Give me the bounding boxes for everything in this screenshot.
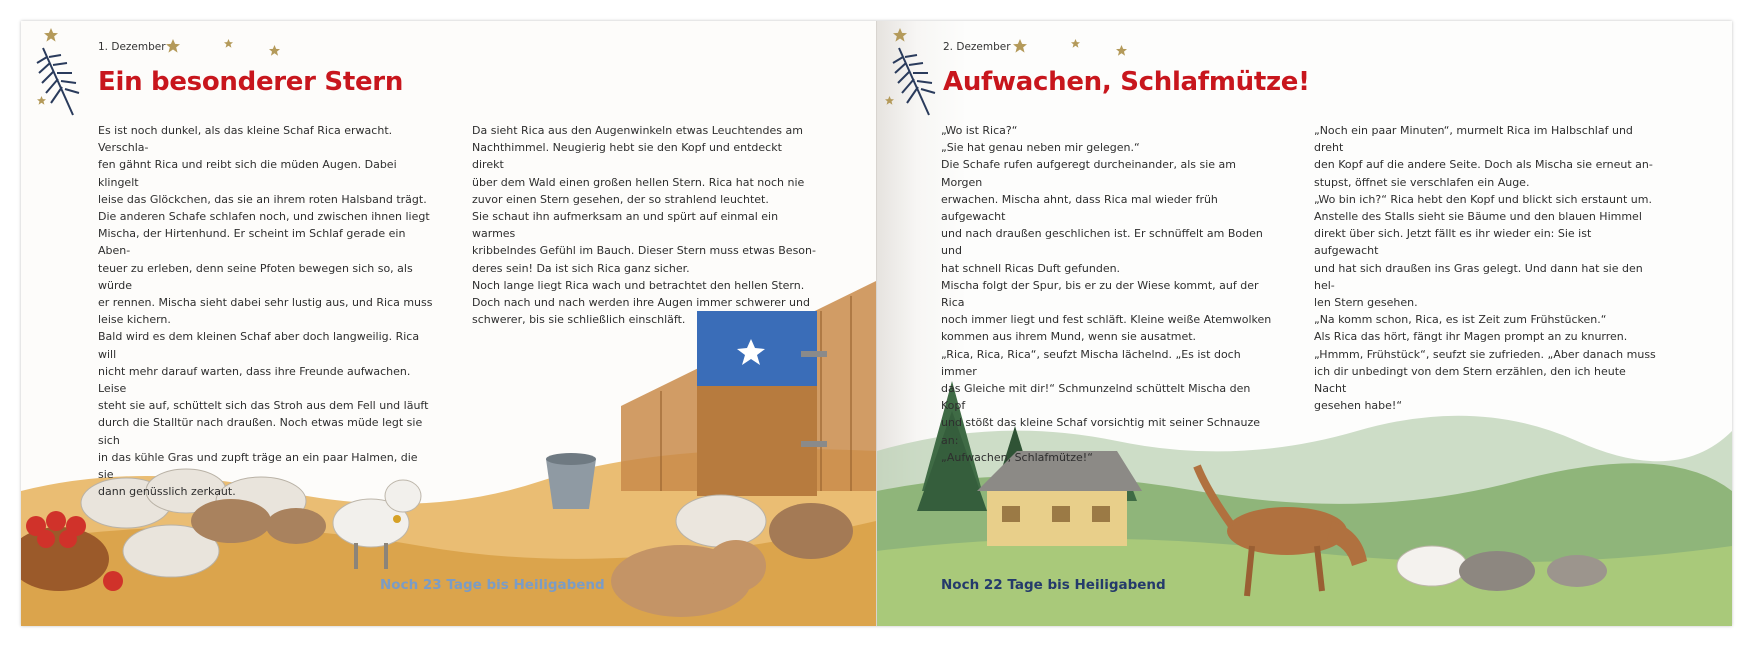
text-column-right: Da sieht Rica aus den Augenwinkeln etwas Leuchtendes am Nachthimmel. Neugierig hebt sie den Kopf und entdeckt direkt über dem Wald einen großen hellen Stern. Rica hat noch nie zuvor einen Stern gesehen, der so strahlend leuchtet. Sie schaut ihn aufmerksam an und spürt auf einmal ein warmes kribbelndes Gefühl im Bauch. Dieser Stern muss etwas Beson- deres sein! Da ist sich Rica ganz sicher. Noch lange liegt Rica wach und betrachtet den hellen Stern. Doch nach und nach werden ihre Augen immer schwerer und schwerer, bis sie schließlich einschläft. bbox=[472, 124, 816, 327]
page-title: Aufwachen, Schlafmütze! bbox=[943, 67, 1310, 97]
star-icon bbox=[1071, 39, 1080, 48]
text-column-right: „Noch ein paar Minuten“, murmelt Rica im Halbschlaf und dreht den Kopf auf die andere Seite. Doch als Mischa sie erneut an- stupst, öffnet sie verschlafen ein Auge. „Wo bin ich?“ Rica hebt den Kopf und blickt sich erstaunt um. Anstelle des Stalls sieht sie Bäume und den blauen Himmel direkt über sich. Jetzt fällt es ihr wieder ein: Sie ist aufgewacht und hat sich draußen ins Gras gelegt. Und dann hat sie den hel- len Stern gesehen. „Na komm schon, Rica, es ist Zeit zum Frühstücken.“ Als Rica das hört, fängt ihr Magen prompt an zu knurren. „Hmmm, Frühstück“, seufzt sie zufrieden. „Aber danach muss ich dir unbedingt von dem Stern erzählen, den ich heute Nacht gesehen habe!“ bbox=[1314, 124, 1656, 413]
page-1 bbox=[21, 21, 876, 626]
book-spread bbox=[21, 21, 1732, 626]
star-icon bbox=[44, 28, 58, 42]
countdown-label: Noch 23 Tage bis Heiligabend bbox=[380, 577, 605, 593]
page-2 bbox=[877, 21, 1732, 626]
page-date: 1. Dezember bbox=[98, 41, 166, 53]
pine-branch-icon bbox=[889, 43, 939, 123]
star-icon bbox=[224, 39, 233, 48]
page-title: Ein besonderer Stern bbox=[98, 67, 404, 97]
countdown-label: Noch 22 Tage bis Heiligabend bbox=[941, 577, 1166, 593]
star-icon bbox=[885, 96, 894, 105]
page-date: 2. Dezember bbox=[943, 41, 1011, 53]
star-icon bbox=[1013, 39, 1027, 53]
star-icon bbox=[1116, 45, 1127, 56]
star-icon bbox=[37, 96, 46, 105]
pine-branch-icon bbox=[33, 43, 83, 123]
star-icon bbox=[893, 28, 907, 42]
star-icon bbox=[269, 45, 280, 56]
text-column-left: „Wo ist Rica?“ „Sie hat genau neben mir gelegen.“ Die Schafe rufen aufgeregt durcheinander, als sie am Morgen erwachen. Mischa ahnt, dass Rica mal wieder früh aufgewacht und nach draußen geschlichen ist. Er schnüffelt am Boden und hat schnell Ricas Duft gefunden. Mischa folgt der Spur, bis er zu der Wiese kommt, auf der Rica noch immer liegt und fest schläft. Kleine weiße Atemwolken kommen aus ihrem Mund, wenn sie ausatmet. „Rica, Rica, Rica“, seufzt Mischa lächelnd. „Es ist doch immer das Gleiche mit dir!“ Schmunzelnd schüttelt Mischa den Kopf und stößt das kleine Schaf vorsichtig mit seiner Schnauze an: „Aufwachen, Schlafmütze!“ bbox=[941, 124, 1272, 464]
text-column-left: Es ist noch dunkel, als das kleine Schaf Rica erwacht. Verschla- fen gähnt Rica und reibt sich die müden Augen. Dabei klingelt leise das Glöckchen, das sie an ihrem roten Halsband trägt. Die anderen Schafe schlafen noch, und zwischen ihnen liegt Mischa, der Hirtenhund. Er scheint im Schlaf gerade ein Aben- teuer zu erleben, denn seine Pfoten bewegen sich so, als würde er rennen. Mischa sieht dabei sehr lustig aus, und Rica muss leise kichern. Bald wird es dem kleinen Schaf aber doch langweilig. Rica will nicht mehr darauf warten, dass ihre Freunde aufwachen. Leise steht sie auf, schüttelt sich das Stroh aus dem Fell und läuft durch die Stalltür nach draußen. Noch etwas müde legt sie sich in das kühle Gras und zupft träge an ein paar Halmen, die sie dann genüsslich zerkaut. bbox=[98, 124, 433, 499]
star-icon bbox=[166, 39, 180, 53]
